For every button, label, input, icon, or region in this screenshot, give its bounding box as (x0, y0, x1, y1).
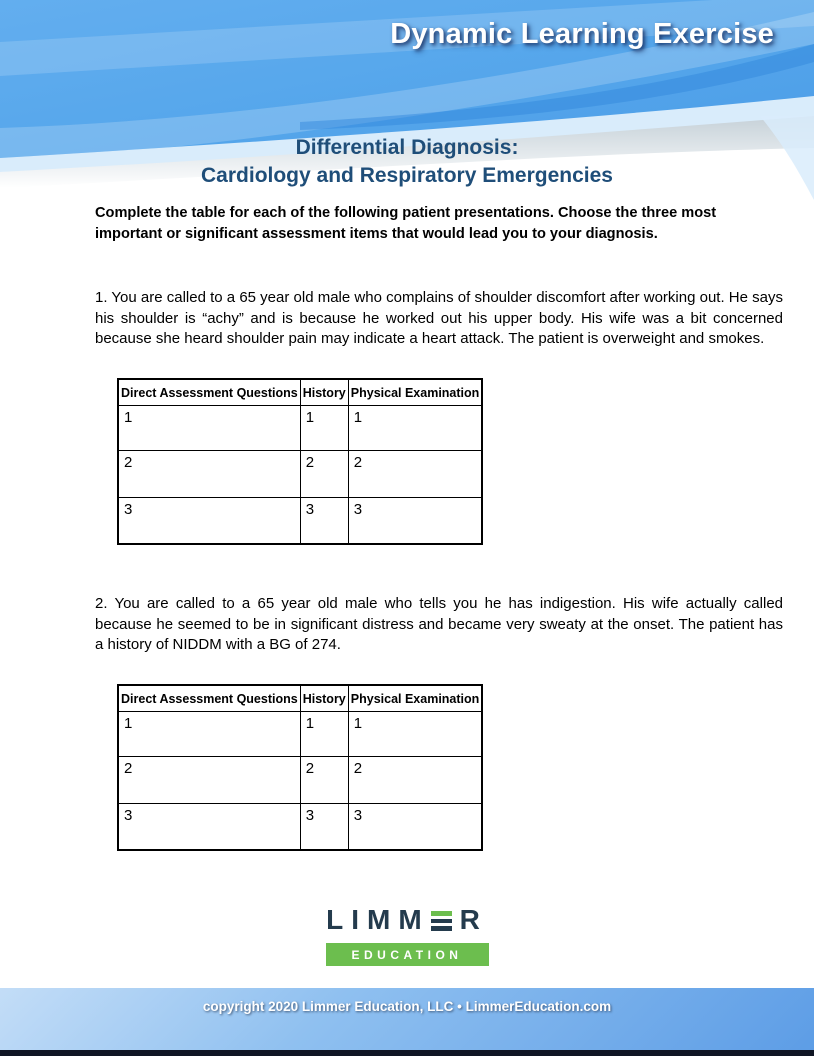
banner-title: Dynamic Learning Exercise (390, 18, 774, 50)
answer-cell[interactable]: 1 (300, 712, 348, 757)
answer-cell[interactable]: 3 (118, 498, 300, 545)
column-header-direct-assessment: Direct Assessment Questions (118, 685, 300, 712)
table-row (118, 712, 482, 757)
answer-cell[interactable]: 3 (348, 498, 482, 545)
answer-table-2 (117, 684, 483, 851)
copyright-text: copyright 2020 Limmer Education, LLC • LimmerEducation.com (202, 999, 612, 1014)
table-header-row (118, 685, 482, 712)
logo-education-banner: EDUCATION (326, 943, 489, 966)
answer-cell[interactable]: 2 (118, 451, 300, 498)
footer-bar (0, 988, 814, 1050)
column-header-history: History (300, 379, 348, 406)
column-header-physical-exam: Physical Examination (348, 685, 482, 712)
table-row (118, 498, 482, 545)
answer-cell[interactable]: 2 (300, 451, 348, 498)
column-header-physical-exam: Physical Examination (348, 379, 482, 406)
page-title-line2: Cardiology and Respiratory Emergencies (201, 164, 613, 187)
table-row (118, 757, 482, 804)
logo-wordmark-prefix: LIMM (326, 904, 430, 935)
scenario-2-text: 2. You are called to a 65 year old male who tells you he has indigestion. His wife actually called because he seemed to be in significant distress and became very sweaty at the onset. The patient has a history of NIDDM with a BG of 274. (95, 595, 783, 653)
scenario-1-text: 1. You are called to a 65 year old male who complains of shoulder discomfort after working out. He says his shoulder is “achy” and is because he worked out his upper body. His wife was a bit concerned because she heard shoulder pain may indicate a heart attack. The patient is overweight and smokes. (95, 289, 783, 347)
answer-cell[interactable]: 3 (300, 804, 348, 851)
page-title-line1: Differential Diagnosis: (295, 136, 519, 159)
logo-wordmark (326, 906, 488, 934)
instructions-text: Complete the table for each of the following patient presentations. Choose the three most important or significant assessment items that would lead you to your diagnosis. (95, 205, 717, 242)
answer-cell[interactable]: 3 (300, 498, 348, 545)
logo-wordmark-suffix: R (459, 904, 488, 935)
column-header-history: History (300, 685, 348, 712)
limmer-education-logo (0, 906, 814, 966)
answer-cell[interactable]: 3 (118, 804, 300, 851)
answer-cell[interactable]: 1 (118, 406, 300, 451)
answer-cell[interactable]: 1 (348, 406, 482, 451)
column-header-direct-assessment: Direct Assessment Questions (118, 379, 300, 406)
answer-cell[interactable]: 1 (118, 712, 300, 757)
answer-cell[interactable]: 2 (348, 757, 482, 804)
table-header-row (118, 379, 482, 406)
stylized-e-icon (431, 911, 452, 931)
answer-cell[interactable]: 2 (348, 451, 482, 498)
table-row (118, 451, 482, 498)
answer-cell[interactable]: 2 (118, 757, 300, 804)
table-row (118, 804, 482, 851)
answer-cell[interactable]: 1 (300, 406, 348, 451)
page-title (0, 134, 814, 190)
answer-cell[interactable]: 3 (348, 804, 482, 851)
answer-table-1 (117, 378, 483, 545)
answer-cell[interactable]: 2 (300, 757, 348, 804)
footer-dark-strip (0, 1050, 814, 1056)
answer-cell[interactable]: 1 (348, 712, 482, 757)
table-row (118, 406, 482, 451)
